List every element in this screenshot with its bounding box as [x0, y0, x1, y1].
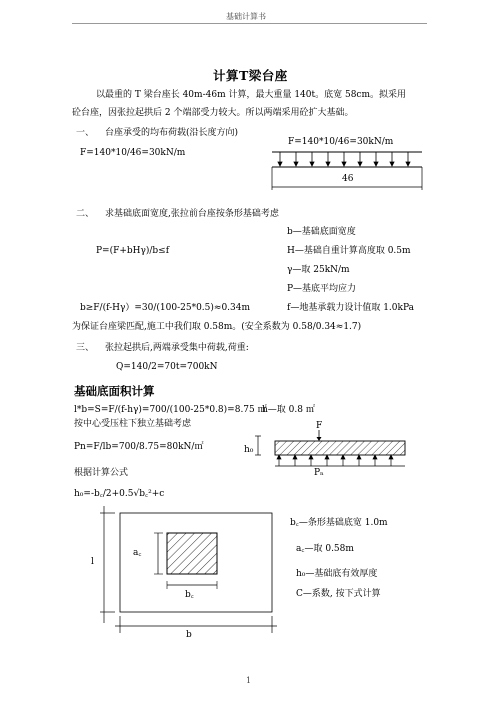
- section-4-calc: 根据计算公式: [74, 468, 129, 478]
- section-2-formula: P=(F+bHγ)/b≤f: [96, 246, 170, 256]
- intro-line-2: 砼台座，因张拉起拱后 2 个端部受力较大。所以两端采用砼扩大基础。: [72, 108, 354, 118]
- plan-label-ac: a꜀: [133, 548, 142, 558]
- pressure-fig-h0: h₀: [244, 445, 254, 455]
- def-h: h—取 0.8 ㎡: [262, 405, 315, 415]
- def-bc: b꜀—条形基础底宽 1.0m: [290, 518, 388, 528]
- section-4-title: 基础底面积计算: [74, 384, 155, 398]
- section-2-result: b≥F/(f-Hγ）=30/(100-25*0.5)≈0.34m: [80, 303, 251, 313]
- def-H: H—基础自重计算高度取 0.5m: [287, 246, 411, 256]
- foundation-plan-diagram: [95, 505, 285, 650]
- pressure-fig-F: F: [316, 421, 323, 431]
- def-P: P—基底平均应力: [287, 284, 357, 294]
- section-4-h0-formula: h₀=-b꜀/2+0.5√b꜀²+c: [74, 489, 165, 499]
- load-diagram-span: 46: [342, 174, 354, 184]
- section-3-formula: Q=140/2=70t=700kN: [116, 362, 218, 372]
- doc-title: 计算T梁台座: [213, 68, 288, 83]
- def-ac: a꜀—取 0.58m: [296, 544, 354, 554]
- def-b: b—基础底面宽度: [287, 227, 356, 237]
- section-4-line-2: 按中心受压柱下独立基础考虑: [74, 419, 192, 429]
- def-h0: h₀—基础底有效厚度: [296, 569, 378, 579]
- def-f: f—地基承载力设计值取 1.0kPa: [287, 303, 414, 313]
- section-4-line-1: l*b=S=F/(f-hγ)=700/(100-25*0.8)=8.75 ㎡: [74, 405, 267, 415]
- plan-label-b: b: [186, 630, 192, 640]
- page-header: 基础计算书: [226, 12, 266, 21]
- section-3-number: 三、: [76, 343, 95, 353]
- page-number: 1: [246, 676, 252, 685]
- header-rule: [72, 23, 427, 24]
- section-3-title: 张拉起拱后,两端承受集中荷载,荷重:: [105, 343, 249, 353]
- plan-label-bc: b꜀: [185, 590, 194, 600]
- def-C: C—系数, 按下式计算: [296, 589, 381, 599]
- intro-line-1: 以最重的 T 梁台座长 40m-46m 计算，最大重量 140t。底宽 58cm。拟采用: [96, 90, 407, 100]
- plan-label-l: l: [91, 557, 94, 567]
- section-1-number: 一、: [76, 128, 95, 138]
- section-2-note: 为保证台座梁匹配,施工中我们取 0.58m。(安全系数为 0.58/0.34≈1.7): [72, 322, 362, 332]
- section-2-number: 二、: [76, 209, 95, 219]
- section-1-title: 台座承受的均布荷载(沿长度方向): [105, 128, 239, 138]
- section-4-pn: Pn=F/lb=700/8.75=80kN/㎡: [74, 442, 204, 452]
- load-diagram-label: F=140*10/46=30kN/m: [288, 137, 394, 147]
- pressure-diagram: [255, 430, 425, 480]
- section-1-formula: F=140*10/46=30kN/m: [80, 148, 186, 158]
- def-gamma: γ—取 25kN/m: [287, 265, 350, 275]
- pressure-fig-Pn: Pₙ: [314, 468, 324, 478]
- load-diagram: [270, 148, 430, 198]
- section-2-title: 求基础底面宽度,张拉前台座按条形基础考虑: [105, 209, 279, 219]
